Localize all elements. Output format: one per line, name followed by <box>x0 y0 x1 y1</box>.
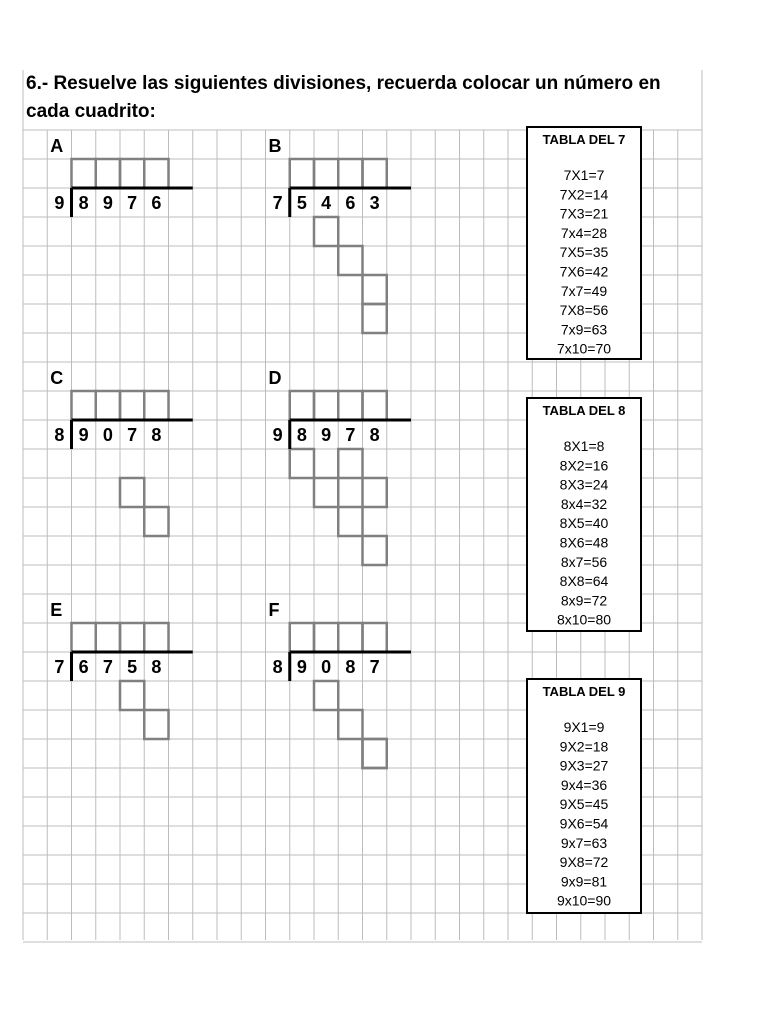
table-row: 9x4=36 <box>560 776 608 793</box>
dividend-digit: 0 <box>321 657 332 677</box>
quotient-box <box>120 623 144 652</box>
answer-box <box>363 275 387 304</box>
table-row: 7x10=70 <box>556 340 612 357</box>
answer-box <box>363 739 387 768</box>
exercise-letter: A <box>50 136 64 156</box>
instruction-title <box>26 70 702 126</box>
answer-box <box>314 478 338 507</box>
quotient-box <box>120 159 144 188</box>
answer-box <box>338 710 362 739</box>
dividend-digit: 5 <box>127 657 138 677</box>
multiplication-table-7 <box>527 127 641 359</box>
quotient-box <box>363 623 387 652</box>
title-line-1: 6.- Resuelve las siguientes divisiones, recuerda colocar un número en <box>26 73 661 94</box>
quotient-box <box>96 159 120 188</box>
divisor: 7 <box>272 193 283 213</box>
divisor: 7 <box>54 657 65 677</box>
quotient-box <box>314 159 338 188</box>
answer-box <box>363 739 387 768</box>
dividend-digit: 7 <box>345 425 356 445</box>
quotient-box <box>314 623 338 652</box>
quotient-box <box>290 623 314 652</box>
table-row: 8X8=64 <box>559 573 609 590</box>
table-row: 8X2=16 <box>559 457 609 474</box>
divisor: 8 <box>54 425 65 445</box>
table-row: 8x9=72 <box>560 592 608 609</box>
dividend-digit: 8 <box>151 657 162 677</box>
table-row: 8X3=24 <box>559 476 609 493</box>
dividend-digit: 4 <box>321 193 332 213</box>
answer-box <box>314 217 338 246</box>
table-row: 8x4=32 <box>560 495 608 512</box>
answer-box <box>363 304 387 333</box>
table-row: 8x10=80 <box>556 611 612 628</box>
quotient-box <box>96 623 120 652</box>
dividend-digit: 8 <box>345 657 356 677</box>
quotient-box <box>363 159 387 188</box>
dividend-digit: 6 <box>151 193 162 213</box>
quotient-box <box>314 391 338 420</box>
answer-box <box>144 507 168 536</box>
table-row: 8X6=48 <box>559 534 609 551</box>
table-row: 7X3=21 <box>559 205 609 222</box>
answer-box <box>144 710 168 739</box>
answer-box <box>120 478 144 507</box>
exercise-letter: E <box>50 600 63 620</box>
quotient-box <box>144 159 168 188</box>
table-row: 7X5=35 <box>559 244 609 261</box>
table-row: 7X8=56 <box>559 302 609 319</box>
exercise-letter: C <box>50 368 64 388</box>
dividend-digit: 7 <box>127 193 138 213</box>
quotient-box <box>72 159 96 188</box>
dividend-digit: 6 <box>345 193 356 213</box>
quotient-box <box>290 391 314 420</box>
dividend-digit: 6 <box>78 657 89 677</box>
exercise-letter: D <box>268 368 282 388</box>
division-exercise-b <box>269 136 768 304</box>
quotient-box <box>290 159 314 188</box>
table-row: 7x7=49 <box>560 282 608 299</box>
multiplication-table-9 <box>527 679 641 913</box>
quotient-box <box>144 391 168 420</box>
quotient-box <box>144 623 168 652</box>
answer-box <box>314 681 338 710</box>
answer-box <box>338 246 362 275</box>
answer-box <box>290 449 314 478</box>
table-row: 8X5=40 <box>559 515 609 532</box>
table-row: 8X1=8 <box>563 438 605 454</box>
quotient-box <box>363 391 387 420</box>
quotient-box <box>338 159 362 188</box>
dividend-digit: 0 <box>102 425 113 445</box>
table-row: 8x7=56 <box>560 553 608 570</box>
dividend-digit: 9 <box>102 193 113 213</box>
dividend-digit: 8 <box>78 193 89 213</box>
table-row: 7x4=28 <box>560 224 608 241</box>
table-row: 9X3=27 <box>559 757 609 774</box>
quotient-box <box>96 391 120 420</box>
dividend-digit: 7 <box>127 425 138 445</box>
table-row: 9x10=90 <box>556 892 612 909</box>
dividend-digit: 3 <box>369 193 380 213</box>
dividend-digit: 8 <box>369 425 380 445</box>
dividend-digit: 7 <box>369 657 380 677</box>
quotient-box <box>120 391 144 420</box>
table-row: 9x9=81 <box>560 873 608 890</box>
dividend-digit: 9 <box>321 425 332 445</box>
quotient-box <box>338 623 362 652</box>
table-title: TABLA DEL 9 <box>542 684 626 699</box>
answer-box <box>363 478 387 507</box>
table-title: TABLA DEL 7 <box>542 132 626 147</box>
division-exercise-e <box>50 600 387 768</box>
table-row: 9X8=72 <box>559 854 609 871</box>
divisor: 8 <box>272 657 283 677</box>
divisor: 9 <box>54 193 65 213</box>
table-row: 7X1=7 <box>563 167 605 183</box>
divisor: 9 <box>272 425 283 445</box>
dividend-digit: 8 <box>296 425 307 445</box>
exercise-letter: B <box>268 136 282 156</box>
quotient-box <box>338 391 362 420</box>
dividend-digit: 8 <box>151 425 162 445</box>
table-row: 7X6=42 <box>559 263 609 280</box>
table-row: 9X6=54 <box>559 815 609 832</box>
quotient-box <box>72 623 96 652</box>
answer-box <box>338 449 362 478</box>
division-exercise-d <box>269 368 768 536</box>
division-exercise-a <box>50 136 387 333</box>
answer-box <box>120 681 144 710</box>
table-row: 9X5=45 <box>559 796 609 813</box>
quotient-box <box>72 391 96 420</box>
table-row: 9X2=18 <box>559 738 609 755</box>
exercise-letter: F <box>268 600 280 620</box>
table-title: TABLA DEL 8 <box>542 403 626 418</box>
table-row: 7X2=14 <box>559 186 609 203</box>
division-exercise-f <box>269 600 768 826</box>
table-row: 9x7=63 <box>560 834 608 851</box>
division-exercise-c <box>50 368 387 565</box>
dividend-digit: 9 <box>296 657 307 677</box>
answer-box <box>338 507 362 536</box>
title-line-2: cada cuadrito: <box>26 101 156 122</box>
dividend-digit: 7 <box>102 657 113 677</box>
table-row: 7x9=63 <box>560 321 608 338</box>
answer-box <box>363 536 387 565</box>
table-row: 9X1=9 <box>563 719 605 735</box>
dividend-digit: 9 <box>78 425 89 445</box>
multiplication-table-8 <box>527 398 641 631</box>
dividend-digit: 5 <box>296 193 307 213</box>
